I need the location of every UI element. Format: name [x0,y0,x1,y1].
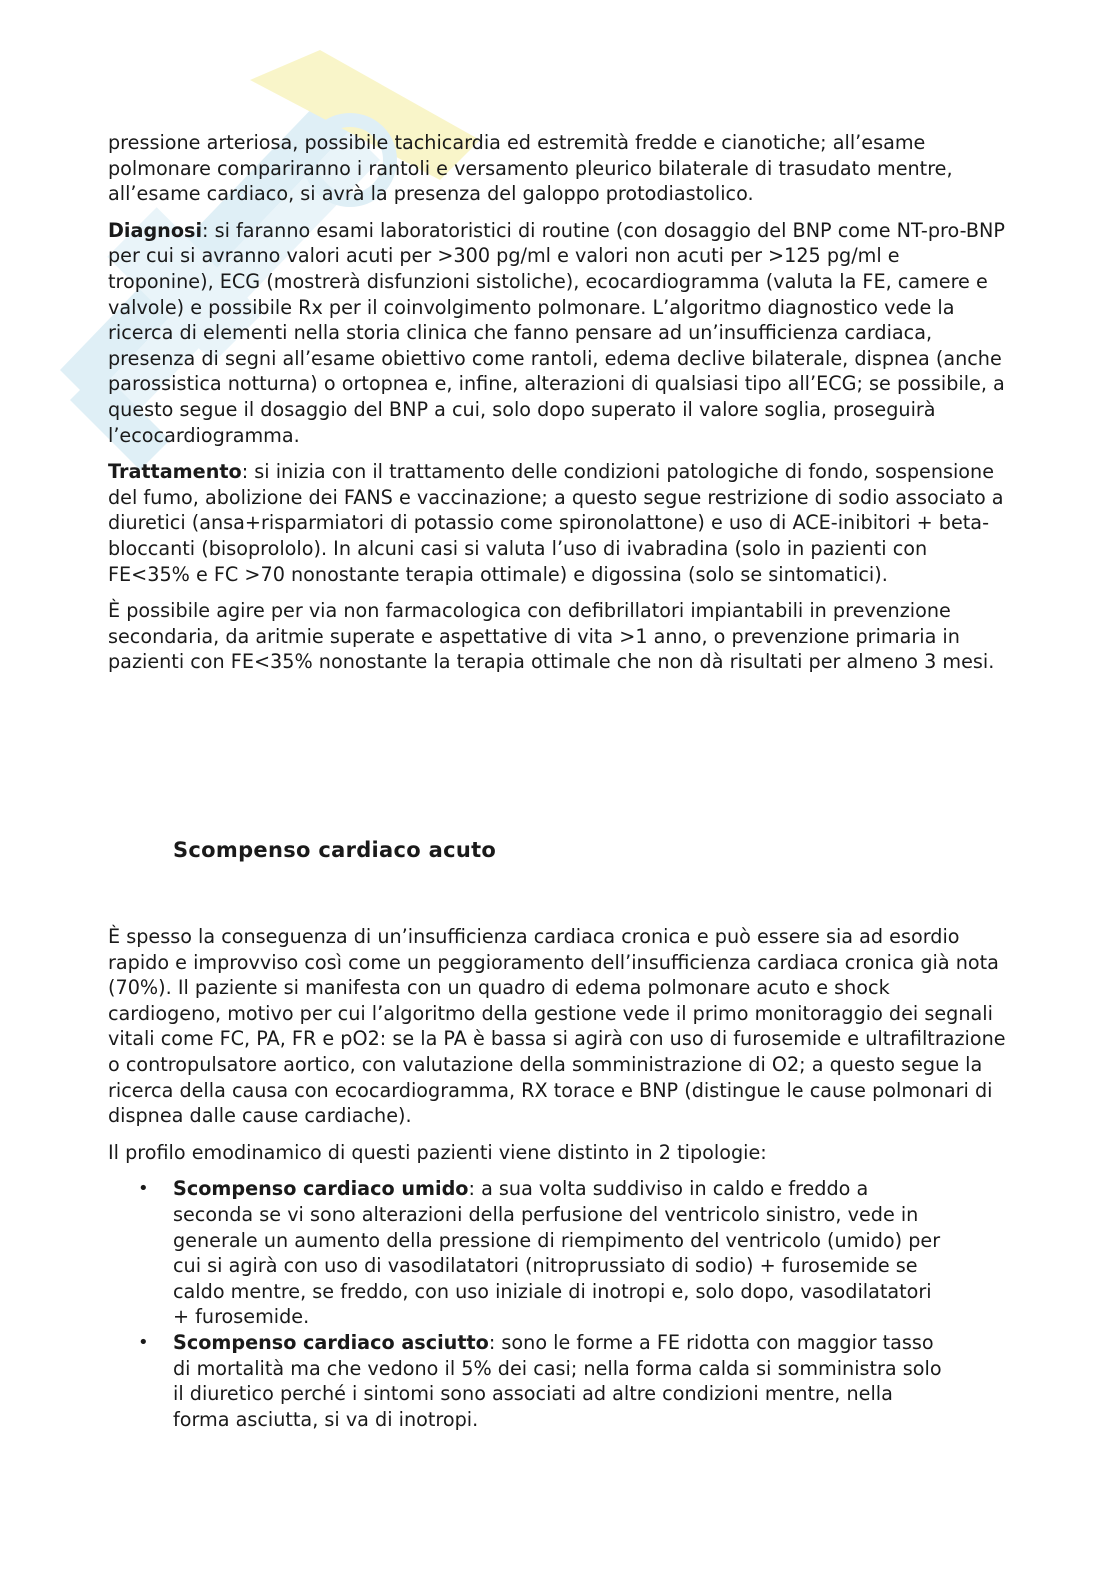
bullet-text: : a sua volta suddiviso in caldo e freddo a seconda se vi sono alterazioni della perfusione del ventricolo sinistro, vede in generale un aumento della pressione di riempimento del ventricolo (umido) per cui si agirà con uso di vasodilatatori (nitroprussiato di sodio) + furosemide se caldo mentre, se freddo, con uso iniziale di inotropi e, solo dopo, vasodilatatori + furosemide. [173,1177,941,1329]
list-item [108,1330,948,1432]
bullet-label: Scompenso cardiaco umido [173,1177,469,1201]
section-heading: Scompenso cardiaco acuto [173,838,497,862]
intro-text: pressione arteriosa, possibile tachicardia ed estremità fredde e cianotiche; all’esame polmonare compariranno i rantoli e versamento pleurico bilaterale di trasudato mentre, all’esame cardiaco, si avrà la presenza del galoppo protodiastolico. [108,131,953,206]
profilo-text: Il profilo emodinamico di questi pazienti viene distinto in 2 tipologie: [108,1140,767,1164]
bullet-icon: • [138,1178,149,1200]
trattamento-label: Trattamento [108,460,242,484]
trattamento-text: : si inizia con il trattamento delle condizioni patologiche di fondo, sospensione del fumo, abolizione dei FANS e vaccinazione; a questo segue restrizione di sodio associato a diuretici (ansa+risparmiatori di potassio come spironolattone) e uso di ACE-inibitori + beta-bloccanti (bisoprololo). In alcuni casi si valuta l’uso di ivabradina (solo in pazienti con FE<35% e FC >70 nonostante terapia ottimale) e digossina (solo se sintomatici). [108,460,1004,586]
bullet-text: : sono le forme a FE ridotta con maggior tasso di mortalità ma che vedono il 5% dei casi; nella forma calda si somministra solo il diuretico perché i sintomi sono associati ad altre condizioni mentre, nella forma asciutta, si va di inotropi. [173,1330,942,1431]
diagnosi-text: : si faranno esami laboratoristici di routine (con dosaggio del BNP come NT-pro-BNP per cui si avranno valori acuti per >300 pg/ml e valori non acuti per >125 pg/ml e troponine), ECG (mostrerà disfunzioni sistoliche), ecocardiogramma (valuta la FE, camere e valvole) e possibile Rx per il coinvolgimento polmonare. L’algoritmo diagnostico vede la ricerca di elementi nella storia clinica che fanno pensare ad un’insufficienza cardiaca, presenza di segni all’esame obiettivo come rantoli, edema declive bilaterale, dispnea (anche parossistica notturna) o ortopnea e, infine, alterazioni di qualsiasi tipo all’ECG; se possibile, a questo segue il dosaggio del BNP a cui, solo dopo superato il valore soglia, proseguirà l’ecocardiogramma. [108,218,1005,447]
intro-paragraph [108,130,1008,207]
bullet-icon: • [138,1331,149,1353]
document-body [108,130,1008,686]
acuto-text: È spesso la conseguenza di un’insufficienza cardiaca cronica e può essere sia ad esordio rapido e improvviso così come un peggioramento dell’insufficienza cardiaca cronica già nota (70%). Il paziente si manifesta con un quadro di edema polmonare acuto e shock cardiogeno, motivo per cui l’algoritmo della gestione vede il primo monitoraggio dei segnali vitali come FC, PA, FR e pO2: se la PA è bassa si agirà con uso di furosemide e ultrafiltrazione o contropulsatore aortico, con valutazione della somministrazione di O2; a questo segue la ricerca della causa con ecocardiogramma, RX torace e BNP (distingue le cause polmonari di dispnea dalle cause cardiache). [108,925,1006,1128]
acuto-section [108,924,1008,1432]
non-farmacologica-text: È possibile agire per via non farmacologica con defibrillatori impiantabili in prevenzione secondaria, da aritmie superate e aspettative di vita >1 anno, o prevenzione primaria in pazienti con FE<35% nonostante la terapia ottimale che non dà risultati per almeno 3 mesi. [108,599,995,674]
bullet-label: Scompenso cardiaco asciutto [173,1330,489,1354]
diagnosi-paragraph [108,218,1008,448]
bullet-list [108,1176,1008,1432]
profilo-paragraph [108,1140,1008,1166]
trattamento-paragraph [108,459,1008,587]
acuto-paragraph [108,924,1008,1129]
list-item [108,1176,948,1330]
non-farmacologica-paragraph [108,598,1008,675]
diagnosi-label: Diagnosi [108,218,203,242]
